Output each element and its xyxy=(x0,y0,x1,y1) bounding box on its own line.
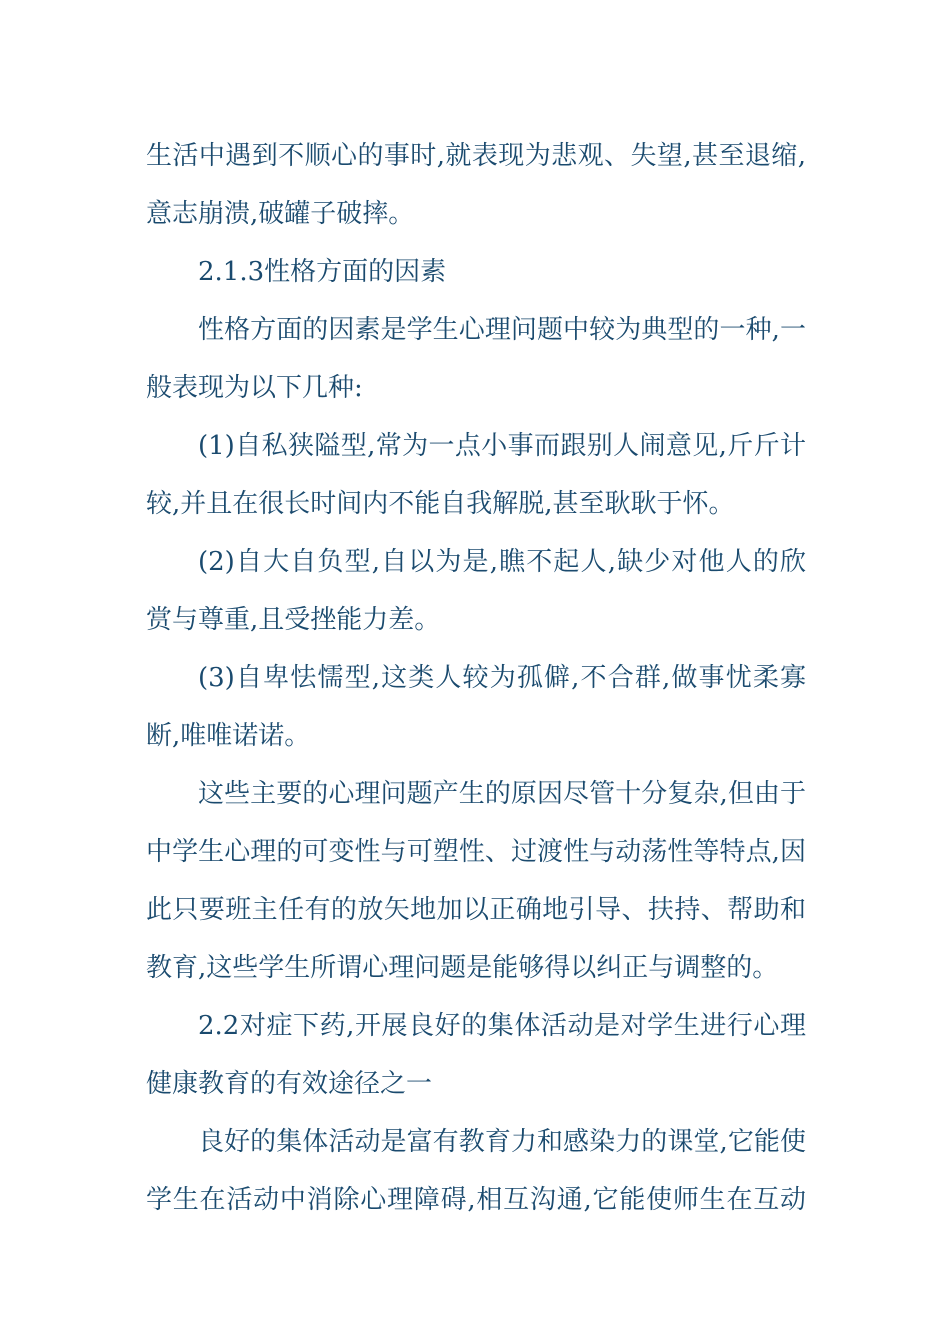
text-line: 般表现为以下几种: xyxy=(146,373,363,403)
text-line: 学生在活动中消除心理障碍,相互沟通,它能使师生在互动 xyxy=(146,1185,806,1215)
section-heading: 2.1.3性格方面的因素 xyxy=(198,257,447,287)
text-line: 较,并且在很长时间内不能自我解脱,甚至耿耿于怀。 xyxy=(146,489,735,519)
list-item: (1)自私狭隘型,常为一点小事而跟别人闹意见,斤斤计 xyxy=(198,431,806,461)
section-heading: 2.2对症下药,开展良好的集体活动是对学生进行心理 xyxy=(198,1011,806,1041)
text-line: 性格方面的因素是学生心理问题中较为典型的一种,一 xyxy=(198,315,806,345)
text-line: 教育,这些学生所谓心理问题是能够得以纠正与调整的。 xyxy=(146,953,779,983)
text-line: 良好的集体活动是富有教育力和感染力的课堂,它能使 xyxy=(198,1127,806,1157)
list-item: (3)自卑怯懦型,这类人较为孤僻,不合群,做事忧柔寡 xyxy=(198,663,806,693)
text-line: 中学生心理的可变性与可塑性、过渡性与动荡性等特点,因 xyxy=(146,837,806,867)
text-line: 这些主要的心理问题产生的原因尽管十分复杂,但由于 xyxy=(198,779,806,809)
text-line: 意志崩溃,破罐子破摔。 xyxy=(146,199,415,229)
text-line: 此只要班主任有的放矢地加以正确地引导、扶持、帮助和 xyxy=(146,895,806,925)
text-line: 赏与尊重,且受挫能力差。 xyxy=(146,605,441,635)
text-line: 生活中遇到不顺心的事时,就表现为悲观、失望,甚至退缩, xyxy=(146,141,806,171)
section-heading: 健康教育的有效途径之一 xyxy=(146,1069,433,1099)
text-line: 断,唯唯诺诺。 xyxy=(146,721,311,751)
list-item: (2)自大自负型,自以为是,瞧不起人,缺少对他人的欣 xyxy=(198,547,806,577)
